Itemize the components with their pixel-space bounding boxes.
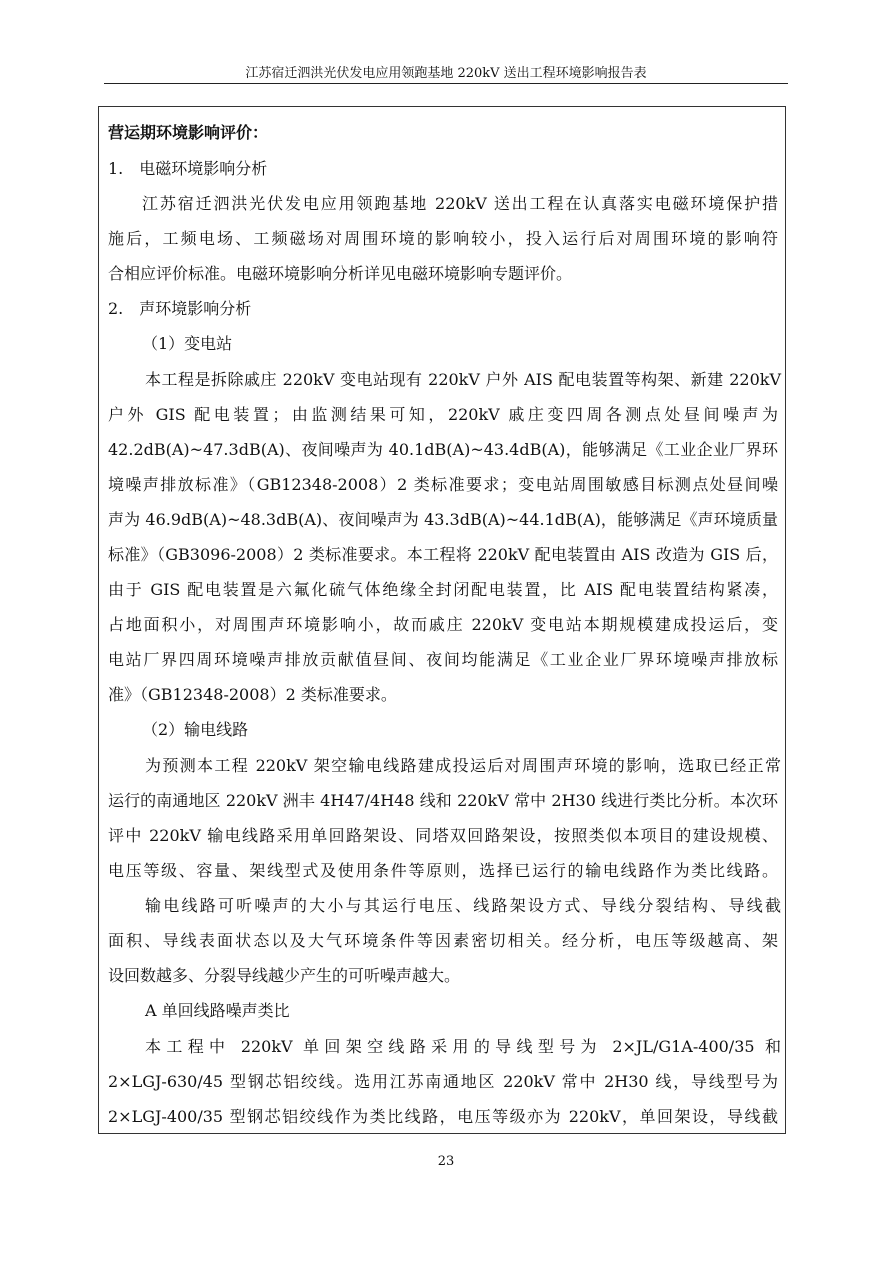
paragraph-line: 合相应评价标准。电磁环境影响分析详见电磁环境影响专题评价。 bbox=[108, 264, 573, 283]
paragraph-line: 本工程是拆除戚庄 220kV 变电站现有 220kV 户外 AIS 配电装置等构架、新建 220kV bbox=[145, 370, 781, 389]
item-heading: （1）变电站 bbox=[142, 334, 233, 353]
paragraph-line: 声为 46.9dB(A)~48.3dB(A)、夜间噪声为 43.3dB(A)~44.1dB(A)，能够满足《声环境质量 bbox=[108, 510, 778, 529]
page-number: 23 bbox=[437, 1154, 455, 1169]
paragraph-line: 电压等级、容量、架线型式及使用条件等原则，选择已运行的输电线路作为类比线路。 bbox=[108, 861, 778, 880]
paragraph-line: 标准》（GB3096-2008）2 类标准要求。本工程将 220kV 配电装置由 AIS 改造为 GIS 后， bbox=[108, 545, 778, 564]
paragraph-line: 由于 GIS 配电装置是六氟化硫气体绝缘全封闭配电装置，比 AIS 配电装置结构紧凑， bbox=[108, 580, 778, 599]
paragraph-line: 运行的南通地区 220kV 洲丰 4H47/4H48 线和 220kV 常中 2H30 线进行类比分析。本次环 bbox=[108, 791, 778, 810]
paragraph-line: 为预测本工程 220kV 架空输电线路建成投运后对周围声环境的影响，选取已经正常 bbox=[145, 756, 781, 775]
paragraph-line: 输电线路可听噪声的大小与其运行电压、线路架设方式、导线分裂结构、导线截 bbox=[145, 896, 781, 915]
item-heading: （2）输电线路 bbox=[142, 720, 249, 739]
section-heading: 营运期环境影响评价： bbox=[108, 123, 269, 142]
header-rule bbox=[104, 83, 788, 84]
paragraph-line: 占地面积小，对周围声环境影响小，故而戚庄 220kV 变电站本期规模建成投运后，变 bbox=[108, 615, 778, 634]
paragraph-line: 42.2dB(A)~47.3dB(A)、夜间噪声为 40.1dB(A)~43.4dB(A)，能够满足《工业企业厂界环 bbox=[108, 440, 778, 459]
paragraph-line: 2×LGJ-400/35 型钢芯铝绞线作为类比线路，电压等级亦为 220kV，单回架设，导线截 bbox=[108, 1107, 778, 1126]
paragraph-line: 准》（GB12348-2008）2 类标准要求。 bbox=[108, 685, 397, 704]
subsection-heading: 2. 声环境影响分析 bbox=[108, 299, 252, 318]
running-header: 江苏宿迁泗洪光伏发电应用领跑基地 220kV 送出工程环境影响报告表 bbox=[245, 66, 647, 81]
paragraph-line: 面积、导线表面状态以及大气环境条件等因素密切相关。经分析，电压等级越高、架 bbox=[108, 931, 778, 950]
paragraph-line: 境噪声排放标准》（GB12348-2008）2 类标准要求；变电站周围敏感目标测点处昼间噪 bbox=[108, 475, 778, 494]
paragraph-line: 户外 GIS 配电装置；由监测结果可知，220kV 戚庄变四周各测点处昼间噪声为 bbox=[108, 405, 778, 424]
paragraph-line: 施后，工频电场、工频磁场对周围环境的影响较小，投入运行后对周围环境的影响符 bbox=[108, 229, 778, 248]
paragraph-line: 评中 220kV 输电线路采用单回路架设、同塔双回路架设，按照类似本项目的建设规模、 bbox=[108, 826, 778, 845]
subsection-heading: 1. 电磁环境影响分析 bbox=[108, 159, 268, 178]
paragraph-line: 2×LGJ-630/45 型钢芯铝绞线。选用江苏南通地区 220kV 常中 2H30 线，导线型号为 bbox=[108, 1072, 778, 1091]
paragraph-line: 电站厂界四周环境噪声排放贡献值昼间、夜间均能满足《工业企业厂界环境噪声排放标 bbox=[108, 650, 778, 669]
paragraph-line: 江苏宿迁泗洪光伏发电应用领跑基地 220kV 送出工程在认真落实电磁环境保护措 bbox=[142, 194, 778, 213]
paragraph-line: 设回数越多、分裂导线越少产生的可听噪声越大。 bbox=[108, 966, 461, 985]
paragraph-line: 本工程中 220kV 单回架空线路采用的导线型号为 2×JL/G1A-400/35 和 bbox=[145, 1037, 781, 1056]
item-heading: A 单回线路噪声类比 bbox=[145, 1001, 290, 1020]
